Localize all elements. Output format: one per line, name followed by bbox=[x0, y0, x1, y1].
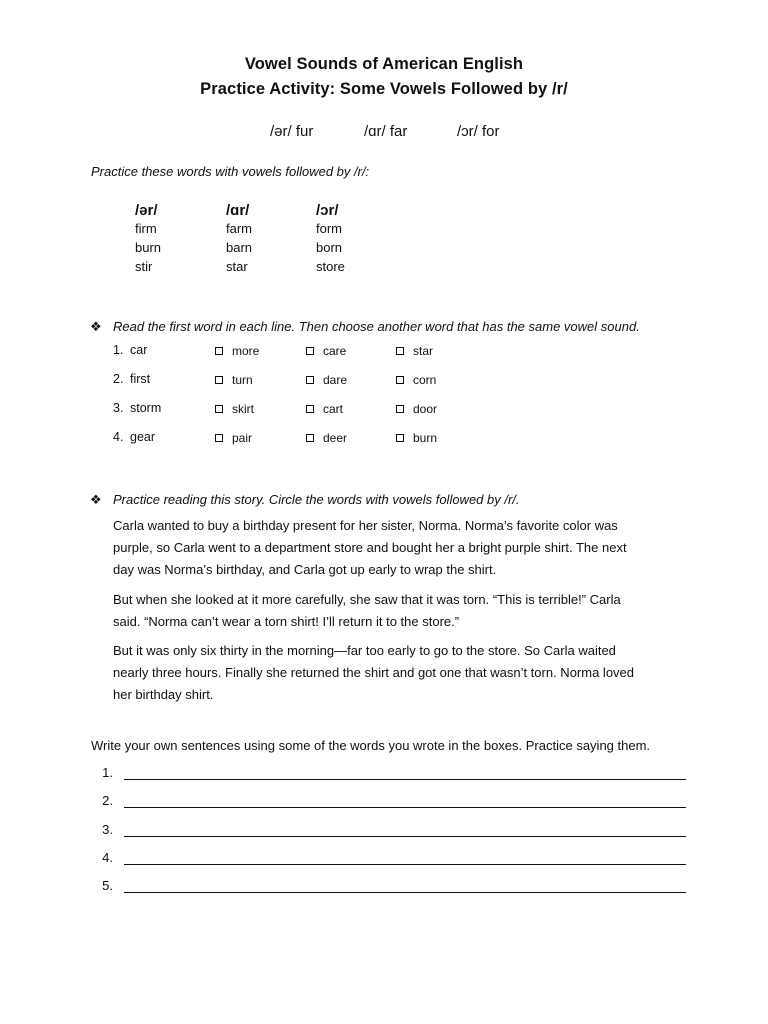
sound-key-word: far bbox=[389, 123, 408, 140]
word-column-heading: /ɔr/ bbox=[316, 202, 339, 219]
word-column-word: stir bbox=[135, 259, 153, 274]
writing-line[interactable] bbox=[124, 864, 686, 865]
story-line: But when she looked at it more carefully, she saw that it was torn. “This is terrible!” Carla bbox=[113, 592, 621, 607]
writing-line-number: 5. bbox=[102, 878, 113, 893]
answer-option[interactable] bbox=[306, 373, 347, 387]
word-column-word: star bbox=[226, 259, 248, 274]
story-line: day was Norma’s birthday, and Carla got up early to wrap the shirt. bbox=[113, 562, 497, 577]
sound-key-symbol: /ɑr/ bbox=[364, 123, 386, 140]
writing-line[interactable] bbox=[124, 892, 686, 893]
answer-option[interactable] bbox=[306, 431, 347, 445]
word-column-word: born bbox=[316, 240, 343, 255]
story-instruction: Practice reading this story. Circle the words with vowels followed by /r/. bbox=[113, 492, 520, 507]
checkbox-icon[interactable] bbox=[306, 434, 314, 442]
word-column-word: burn bbox=[135, 240, 162, 255]
checkbox-icon[interactable] bbox=[215, 376, 223, 384]
answer-option-label: door bbox=[413, 402, 438, 416]
story-line: purple, so Carla went to a department store and bought her a bright purple shirt. The next bbox=[113, 540, 627, 555]
question-word: storm bbox=[130, 401, 162, 415]
question-word: car bbox=[130, 343, 148, 357]
word-column-word: barn bbox=[226, 240, 253, 255]
checkbox-icon[interactable] bbox=[306, 347, 314, 355]
answer-option[interactable] bbox=[306, 344, 346, 358]
sound-key-word: fur bbox=[295, 123, 314, 140]
checkbox-icon[interactable] bbox=[396, 405, 404, 413]
word-column-word: store bbox=[316, 259, 345, 274]
question-number: 4. bbox=[113, 430, 124, 444]
story-paragraph bbox=[113, 640, 693, 706]
page-title: Vowel Sounds of American English bbox=[244, 55, 524, 73]
answer-option[interactable] bbox=[396, 431, 437, 445]
answer-option-label: deer bbox=[323, 431, 348, 445]
answer-option-label: burn bbox=[413, 431, 438, 445]
answer-option[interactable] bbox=[396, 373, 436, 387]
answer-option[interactable] bbox=[396, 344, 433, 358]
answer-option-label: cart bbox=[323, 402, 344, 416]
word-column-word: farm bbox=[226, 221, 252, 236]
answer-option[interactable] bbox=[215, 344, 259, 358]
choose-instruction: Read the first word in each line. Then choose another word that has the same vowel sound. bbox=[113, 319, 640, 334]
checkbox-icon[interactable] bbox=[215, 434, 223, 442]
word-column-word: form bbox=[316, 221, 342, 236]
answer-option[interactable] bbox=[215, 373, 253, 387]
writing-line-number: 3. bbox=[102, 822, 113, 837]
question-number: 3. bbox=[113, 401, 124, 415]
checkbox-icon[interactable] bbox=[396, 376, 404, 384]
word-column-heading: /ɑr/ bbox=[226, 202, 250, 219]
sound-key-word: for bbox=[482, 123, 500, 140]
checkbox-icon[interactable] bbox=[396, 434, 404, 442]
checkbox-icon[interactable] bbox=[215, 347, 223, 355]
writing-line[interactable] bbox=[124, 836, 686, 837]
word-column bbox=[316, 202, 345, 274]
sound-key-item bbox=[364, 123, 407, 140]
story-paragraph bbox=[113, 589, 693, 633]
story-line: But it was only six thirty in the morning—far too early to go to the store. So Carla waited bbox=[113, 643, 616, 658]
answer-option-label: corn bbox=[413, 373, 437, 387]
sound-key-item bbox=[457, 123, 500, 140]
sound-key-symbol: /ər/ bbox=[270, 123, 292, 140]
story-line: her birthday shirt. bbox=[113, 687, 214, 702]
writing-line-number: 2. bbox=[102, 793, 113, 808]
question-word: gear bbox=[130, 430, 156, 444]
answer-option-label: pair bbox=[232, 431, 253, 445]
story-line: said. “Norma can’t wear a torn shirt! I’ll return it to the store.” bbox=[113, 614, 460, 629]
answer-option-label: turn bbox=[232, 373, 253, 387]
answer-option[interactable] bbox=[396, 402, 437, 416]
answer-option[interactable] bbox=[215, 402, 254, 416]
answer-option-label: skirt bbox=[232, 402, 254, 416]
question-number: 2. bbox=[113, 372, 124, 386]
checkbox-icon[interactable] bbox=[215, 405, 223, 413]
word-column bbox=[226, 202, 252, 274]
checkbox-icon[interactable] bbox=[306, 405, 314, 413]
writing-instruction: Write your own sentences using some of the words you wrote in the boxes. Practice saying them. bbox=[91, 738, 651, 753]
story-line: Carla wanted to buy a birthday present for her sister, Norma. Norma’s favorite color was bbox=[113, 518, 618, 533]
writing-line-number: 1. bbox=[102, 765, 113, 780]
story-line: nearly three hours. Finally she returned the shirt and got one that wasn’t torn. Norma loved bbox=[113, 665, 635, 680]
sound-key-item bbox=[270, 123, 313, 140]
writing-line[interactable] bbox=[124, 807, 686, 808]
page-subtitle: Practice Activity: Some Vowels Followed by /r/ bbox=[200, 80, 568, 98]
answer-option-label: dare bbox=[323, 373, 348, 387]
writing-line[interactable] bbox=[124, 779, 686, 780]
answer-option[interactable] bbox=[215, 431, 252, 445]
question-number: 1. bbox=[113, 343, 124, 357]
diamond-bullet-icon: ❖ bbox=[90, 492, 102, 507]
answer-option-label: star bbox=[413, 344, 434, 358]
answer-option-label: care bbox=[323, 344, 347, 358]
checkbox-icon[interactable] bbox=[306, 376, 314, 384]
checkbox-icon[interactable] bbox=[396, 347, 404, 355]
word-column-heading: /ər/ bbox=[135, 202, 158, 219]
writing-line-number: 4. bbox=[102, 850, 113, 865]
practice-words-instruction: Practice these words with vowels followed by /r/: bbox=[91, 164, 370, 179]
word-column bbox=[135, 202, 161, 274]
word-column-word: firm bbox=[135, 221, 157, 236]
sound-key-symbol: /ɔr/ bbox=[457, 123, 478, 140]
answer-option-label: more bbox=[232, 344, 260, 358]
question-word: first bbox=[130, 372, 151, 386]
diamond-bullet-icon: ❖ bbox=[90, 319, 102, 334]
answer-option[interactable] bbox=[306, 402, 343, 416]
story-paragraph bbox=[113, 515, 693, 581]
